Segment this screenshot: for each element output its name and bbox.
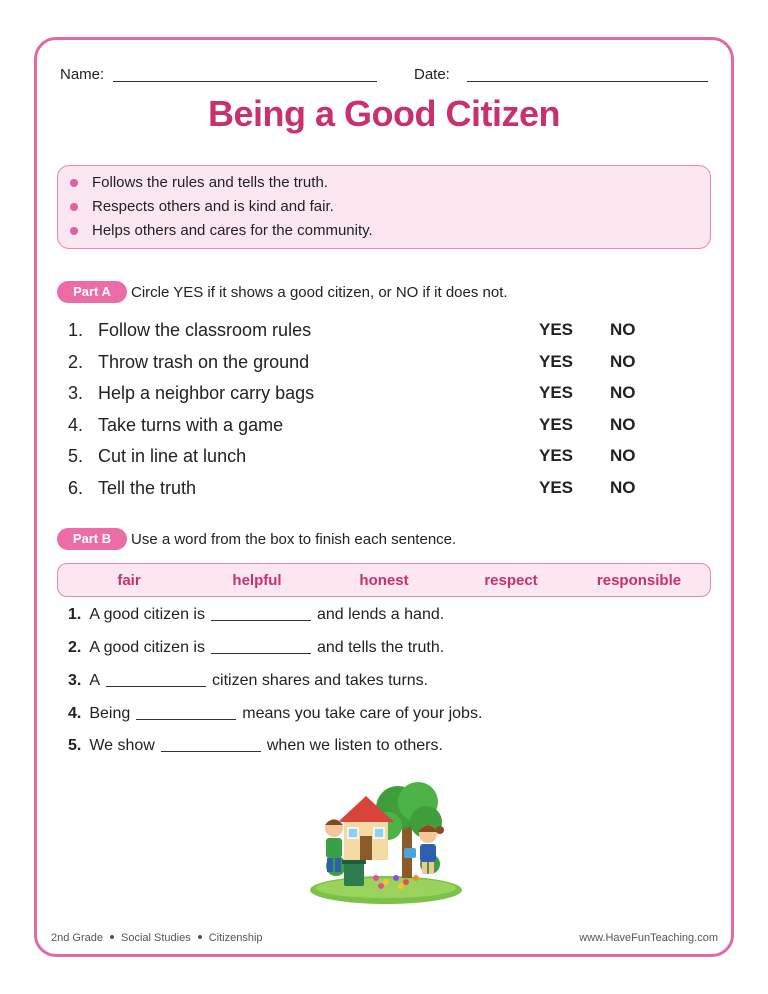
page-title: Being a Good Citizen xyxy=(207,93,560,134)
word-bank xyxy=(57,563,711,597)
question-number: 2. xyxy=(68,352,84,372)
name-line[interactable] xyxy=(113,81,377,82)
word-bank-item: respect xyxy=(484,572,538,589)
separator-dot-icon xyxy=(110,935,114,939)
footer-topic: Citizenship xyxy=(208,932,263,944)
yes-option[interactable]: YES xyxy=(539,446,574,465)
name-label: Name: xyxy=(60,66,105,83)
sentence-before: We show xyxy=(89,737,155,754)
yes-option[interactable]: YES xyxy=(539,383,574,402)
yes-option[interactable]: YES xyxy=(539,415,574,434)
question-text: Tell the truth xyxy=(98,478,197,498)
question-text: Follow the classroom rules xyxy=(98,320,312,340)
trait-item: Helps others and cares for the community. xyxy=(92,222,373,239)
traits-box xyxy=(57,165,711,249)
part-a-instruction: Circle YES if it shows a good citizen, or NO if it does not. xyxy=(131,284,508,301)
word-bank-item: helpful xyxy=(232,572,282,589)
sentence-after: means you take care of your jobs. xyxy=(242,705,483,722)
sentence-row xyxy=(68,672,428,690)
trait-item: Respects others and is kind and fair. xyxy=(92,198,334,215)
no-option[interactable]: NO xyxy=(610,415,636,434)
sentence-after: citizen shares and takes turns. xyxy=(212,672,429,689)
no-option[interactable]: NO xyxy=(610,446,636,465)
date-label: Date: xyxy=(414,66,450,83)
part-a-badge: Part A xyxy=(57,281,127,303)
sentence-after: and tells the truth. xyxy=(316,639,445,656)
question-number: 3. xyxy=(68,383,84,403)
footer-grade: 2nd Grade xyxy=(51,932,103,944)
part-b-instruction: Use a word from the box to finish each sentence. xyxy=(131,531,457,548)
question-text: Cut in line at lunch xyxy=(98,446,247,466)
question-number: 6. xyxy=(68,478,84,498)
no-option[interactable]: NO xyxy=(610,352,636,371)
sentence-row xyxy=(68,639,444,657)
sentence-number: 5. xyxy=(68,737,82,754)
answer-blank[interactable] xyxy=(161,751,261,752)
question-text: Take turns with a game xyxy=(98,415,284,435)
sentence-after: when we listen to others. xyxy=(266,737,443,754)
question-text: Throw trash on the ground xyxy=(98,352,310,372)
sentence-row xyxy=(68,705,482,723)
date-line[interactable] xyxy=(467,81,708,82)
part-b-badge: Part B xyxy=(57,528,127,550)
sentence-before: Being xyxy=(89,705,131,722)
no-option[interactable]: NO xyxy=(610,383,636,402)
question-number: 4. xyxy=(68,415,84,435)
sentence-before: A xyxy=(89,672,101,689)
question-number: 1. xyxy=(68,320,84,340)
sentence-before: A good citizen is xyxy=(89,606,205,623)
footer-site: www.HaveFunTeaching.com xyxy=(579,932,718,944)
bullet-dot-icon xyxy=(70,203,78,211)
word-bank-item: responsible xyxy=(596,572,682,589)
question-text: Help a neighbor carry bags xyxy=(98,383,315,403)
footer-tags xyxy=(51,932,263,944)
sentence-row xyxy=(68,737,443,755)
sentence-number: 1. xyxy=(68,606,82,623)
word-bank-item: honest xyxy=(359,572,409,589)
bullet-dot-icon xyxy=(70,179,78,187)
sentence-number: 2. xyxy=(68,639,82,656)
sentence-number: 4. xyxy=(68,705,82,722)
sentence-before: A good citizen is xyxy=(89,639,205,656)
sentence-row xyxy=(68,606,444,624)
answer-blank[interactable] xyxy=(106,686,206,687)
answer-blank[interactable] xyxy=(211,620,311,621)
footer-subject: Social Studies xyxy=(120,932,191,944)
yes-option[interactable]: YES xyxy=(539,352,574,371)
question-number: 5. xyxy=(68,446,84,466)
word-bank-item: fair xyxy=(117,572,141,589)
kids-garden-illustration xyxy=(306,778,466,906)
sentence-after: and lends a hand. xyxy=(316,606,445,623)
answer-blank[interactable] xyxy=(136,719,236,720)
yes-option[interactable]: YES xyxy=(539,478,574,497)
bullet-dot-icon xyxy=(70,227,78,235)
trait-item: Follows the rules and tells the truth. xyxy=(92,174,328,191)
no-option[interactable]: NO xyxy=(610,320,636,339)
no-option[interactable]: NO xyxy=(610,478,636,497)
sentence-number: 3. xyxy=(68,672,82,689)
yes-option[interactable]: YES xyxy=(539,320,574,339)
answer-blank[interactable] xyxy=(211,653,311,654)
separator-dot-icon xyxy=(198,935,202,939)
